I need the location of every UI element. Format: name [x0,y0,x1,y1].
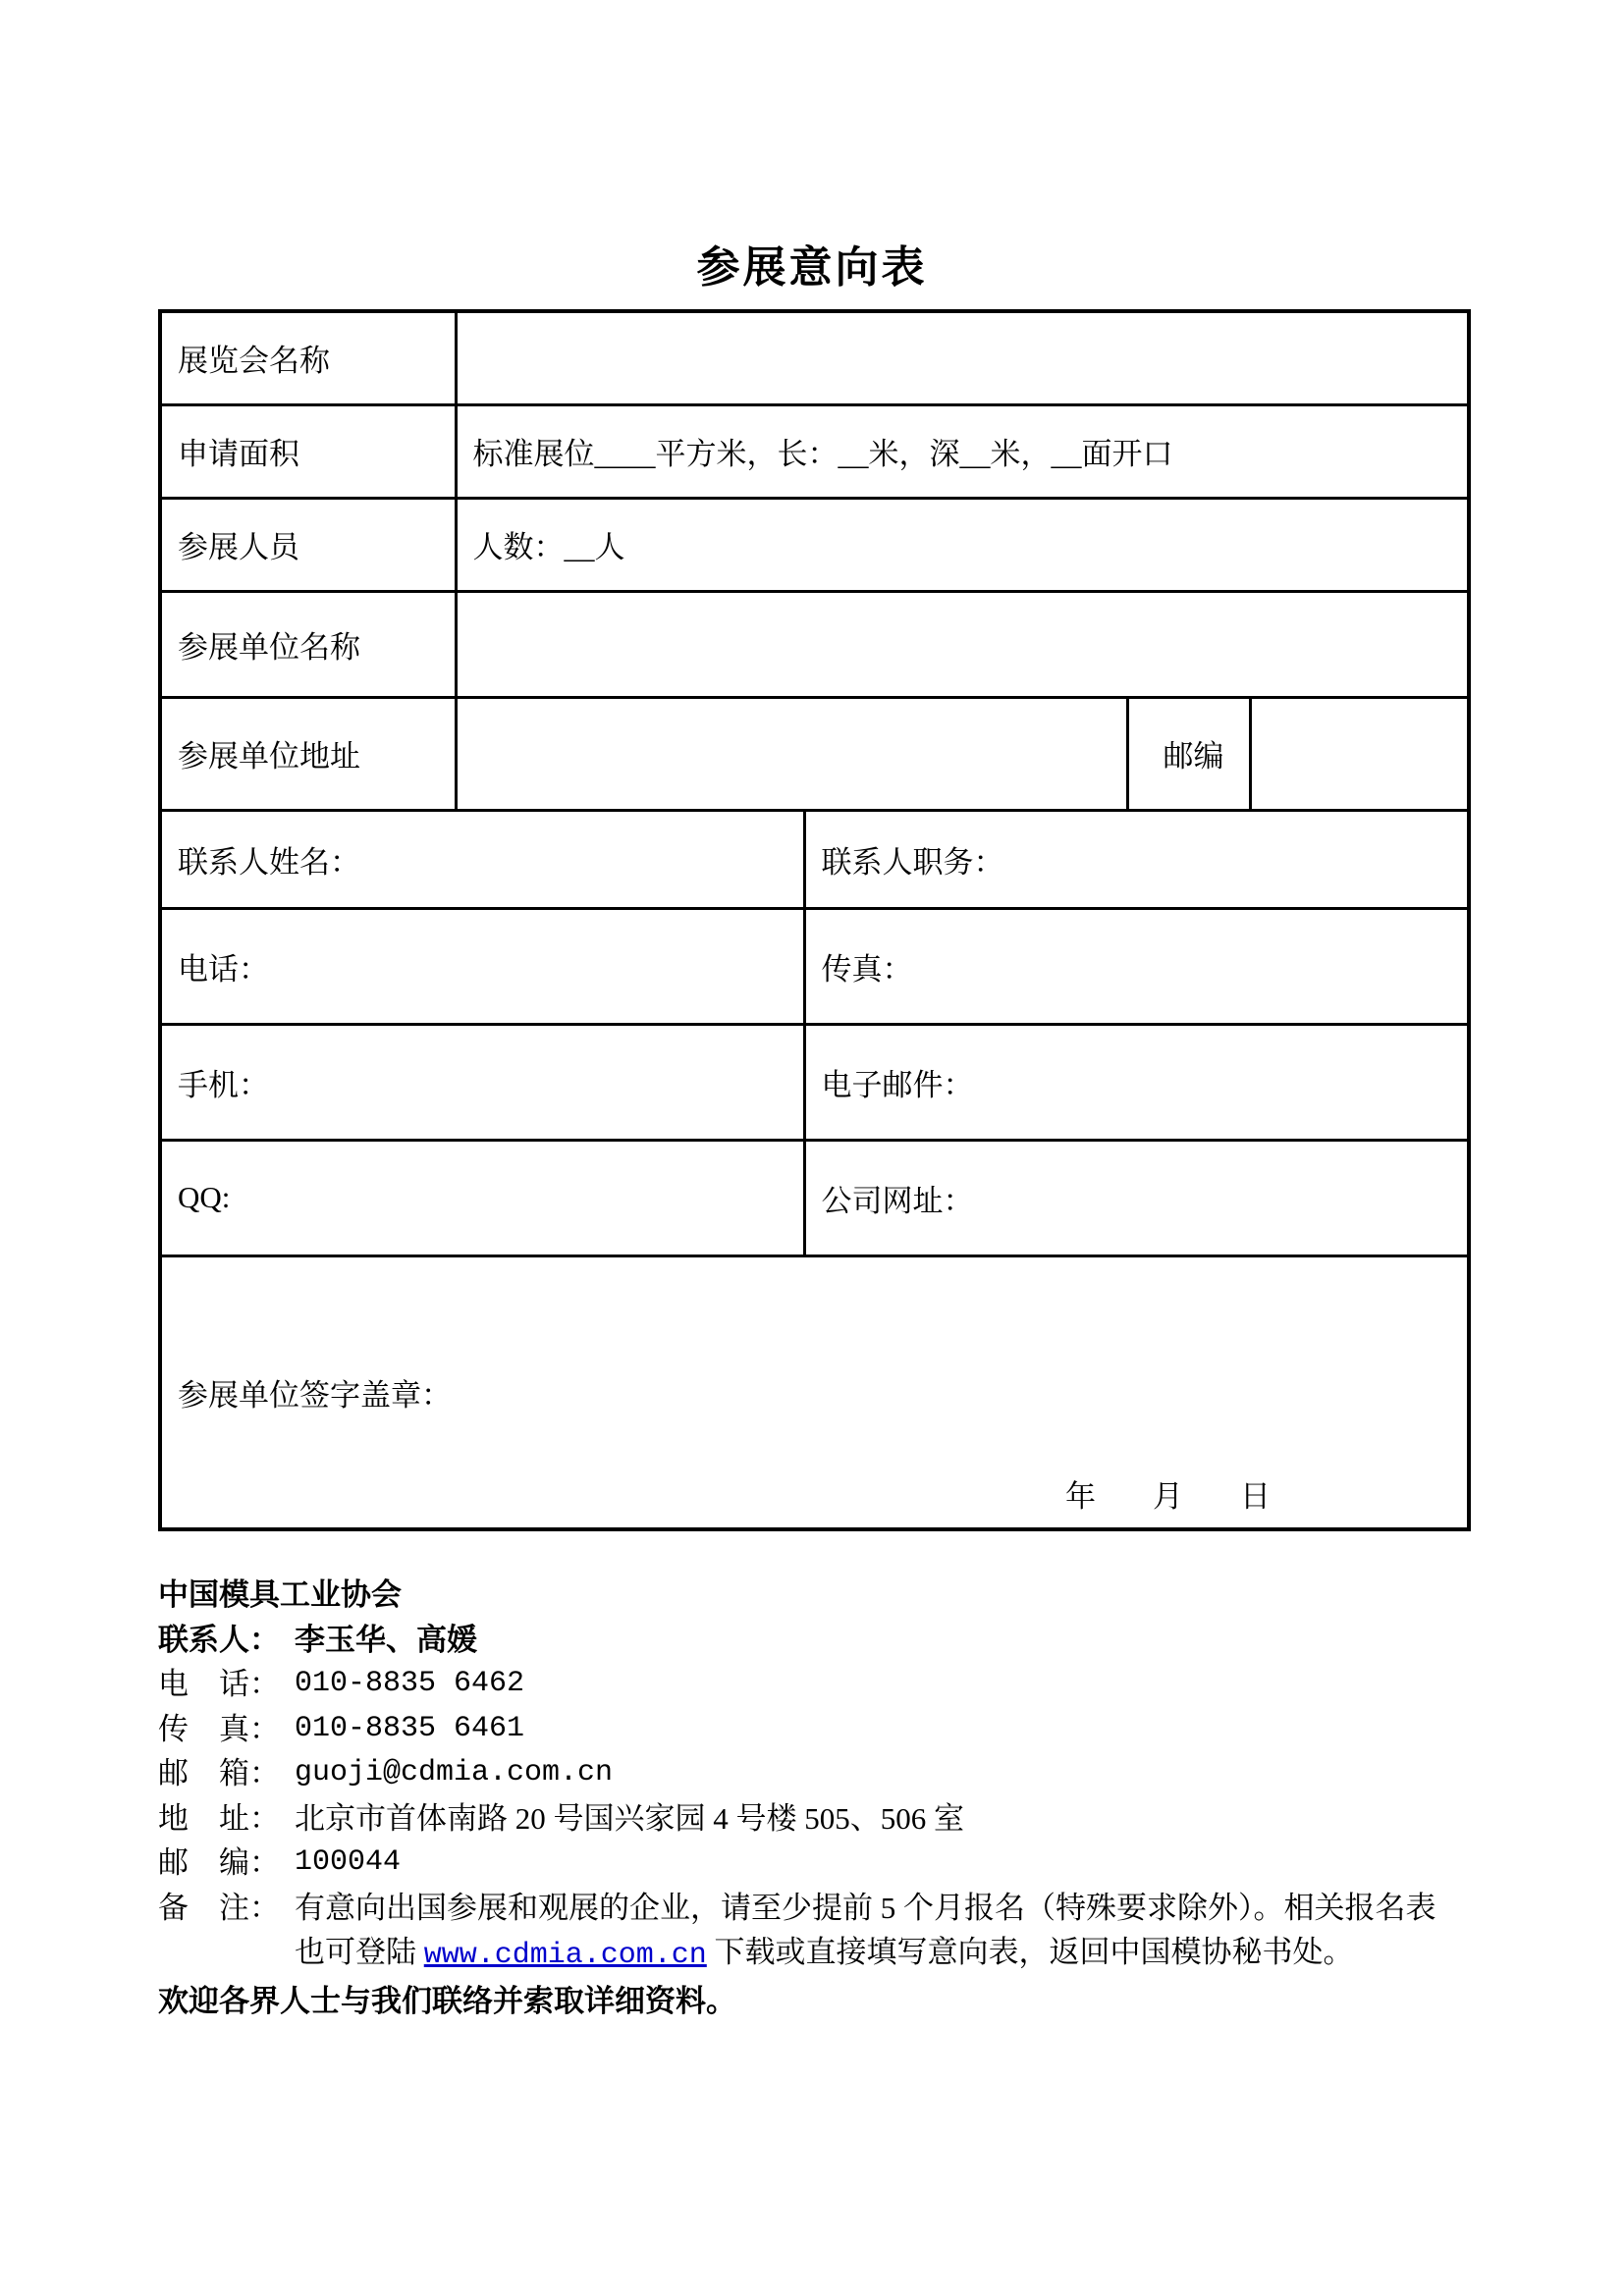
company-address-input-cell[interactable] [456,697,1127,810]
page-title: 参展意向表 [696,243,928,292]
note-text-line1: 有意向出国参展和观展的企业，请至少提前 5 个月报名（特殊要求除外）。相关报名表 [295,1890,1436,1925]
note-line [158,1886,1474,1979]
phone-value: 010-8835 6462 [295,1667,525,1700]
website-cell[interactable]: 公司网址： [804,1140,1469,1255]
row-qq-website [160,1140,1469,1255]
contact-person-value: 李玉华、高媛 [295,1622,477,1657]
fax-label: 传 真： [158,1711,280,1746]
applied-area-label: 申请面积 [160,404,456,498]
mobile-cell[interactable]: 手机： [160,1024,804,1140]
contact-title-cell[interactable]: 联系人职务： [804,810,1469,908]
signature-cell[interactable] [160,1255,1469,1529]
company-name-input-cell[interactable] [456,591,1469,697]
row-contact-person [160,810,1469,908]
contact-person-line [158,1618,1474,1663]
note-text-line2 [295,1930,1474,1979]
row-mobile-email [160,1024,1469,1140]
email-value: guoji@cdmia.com.cn [295,1756,614,1789]
address-label: 地 址： [158,1800,280,1836]
date-day-label: 日 [1240,1479,1271,1514]
footer-contact-block [158,1573,1474,2023]
participants-input-cell[interactable]: 人数：__人 [456,498,1469,591]
date-month-label: 月 [1153,1479,1183,1514]
fax-cell[interactable]: 传真： [804,908,1469,1024]
participants-label: 参展人员 [160,498,456,591]
row-exhibition-name [160,311,1469,404]
org-name: 中国模具工业协会 [158,1577,402,1612]
exhibition-name-input-cell[interactable] [456,311,1469,404]
note-line2-prefix: 也可登陆 [295,1935,424,1969]
org-name-line [158,1573,1474,1618]
date-year-label: 年 [1065,1479,1096,1514]
fax-value: 010-8835 6461 [295,1711,525,1745]
phone-line [158,1662,1474,1707]
note-value [295,1886,1474,1979]
email-line [158,1751,1474,1796]
signature-label: 参展单位签字盖章： [178,1377,452,1413]
row-participants [160,498,1469,591]
applied-area-input-cell[interactable]: 标准展位____平方米，长：__米，深__米，__面开口 [456,404,1469,498]
row-signature [160,1255,1469,1529]
contact-name-cell[interactable]: 联系人姓名： [160,810,804,908]
note-line2-suffix: 下载或直接填写意向表，返回中国模协秘书处。 [706,1935,1354,1969]
row-applied-area [160,404,1469,498]
registration-form-table [158,309,1471,1531]
row-company-name [160,591,1469,697]
exhibition-name-label: 展览会名称 [160,311,456,404]
phone-label: 电 话： [158,1667,280,1701]
contact-person-label: 联系人： [158,1622,280,1657]
company-address-label: 参展单位地址 [160,697,456,810]
postal-value: 100044 [295,1845,402,1879]
phone-cell[interactable]: 电话： [160,908,804,1024]
closing-line [158,1979,1474,2024]
postal-label: 邮 编： [158,1845,280,1880]
email-label: 邮 箱： [158,1756,280,1790]
postal-code-label: 邮编 [1127,697,1250,810]
email-cell[interactable]: 电子邮件： [804,1024,1469,1140]
address-value: 北京市首体南路 20 号国兴家园 4 号楼 505、506 室 [295,1800,964,1836]
qq-cell[interactable]: QQ: [160,1140,804,1255]
cdmia-website-link[interactable]: www.cdmia.com.cn [423,1939,707,1972]
row-company-address [160,697,1469,810]
note-label: 备 注： [158,1890,280,1925]
row-phone-fax [160,908,1469,1024]
address-line [158,1796,1474,1842]
postal-code-input-cell[interactable] [1250,697,1469,810]
date-line [1065,1471,1271,1516]
closing-text: 欢迎各界人士与我们联络并索取详细资料。 [158,1983,736,2018]
postal-line [158,1841,1474,1886]
fax-line [158,1707,1474,1752]
company-name-label: 参展单位名称 [160,591,456,697]
